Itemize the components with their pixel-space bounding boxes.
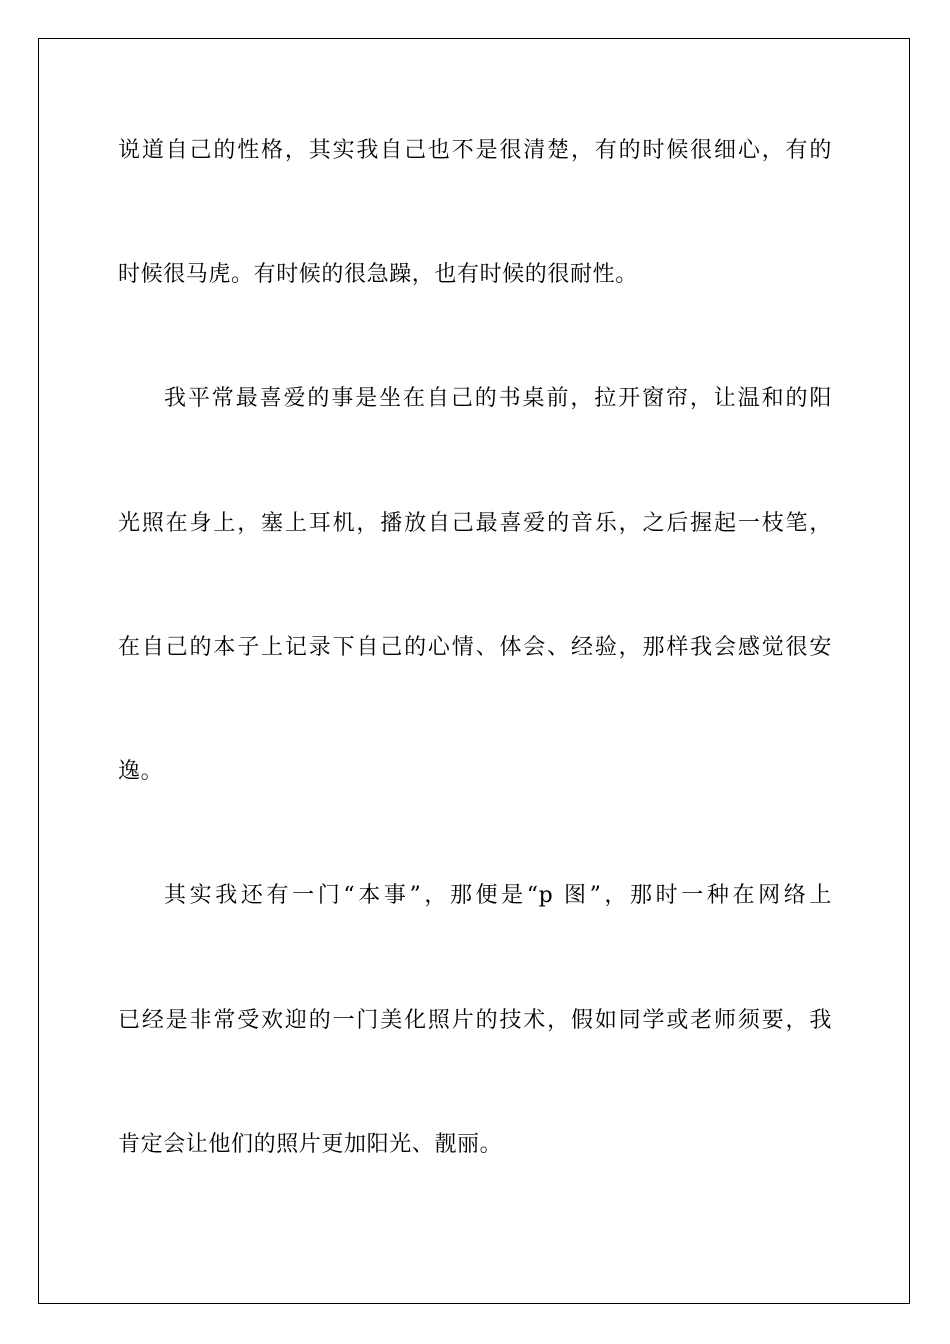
paragraph-2-line-3: 在自己的本子上记录下自己的心情、体会、经验，那样我会感觉很安 [118, 635, 832, 660]
paragraph-1-line-2: 时候很马虎。有时候的很急躁，也有时候的很耐性。 [118, 262, 638, 287]
paragraph-1-line-1: 说道自己的性格，其实我自己也不是很清楚，有的时候很细心，有的 [118, 138, 832, 163]
paragraph-3-line-1: 其实我还有一门“本事”，那便是“p 图”，那时一种在网络上 [164, 883, 832, 908]
page-border [38, 38, 910, 1304]
paragraph-2-line-4: 逸。 [118, 759, 164, 784]
paragraph-3-line-3: 肯定会让他们的照片更加阳光、靓丽。 [118, 1132, 503, 1157]
paragraph-2-line-2: 光照在身上，塞上耳机，播放自己最喜爱的音乐，之后握起一枝笔， [118, 511, 832, 536]
paragraph-2-line-1: 我平常最喜爱的事是坐在自己的书桌前，拉开窗帘，让温和的阳 [164, 386, 832, 411]
paragraph-3-line-2: 已经是非常受欢迎的一门美化照片的技术，假如同学或老师须要，我 [118, 1008, 832, 1033]
